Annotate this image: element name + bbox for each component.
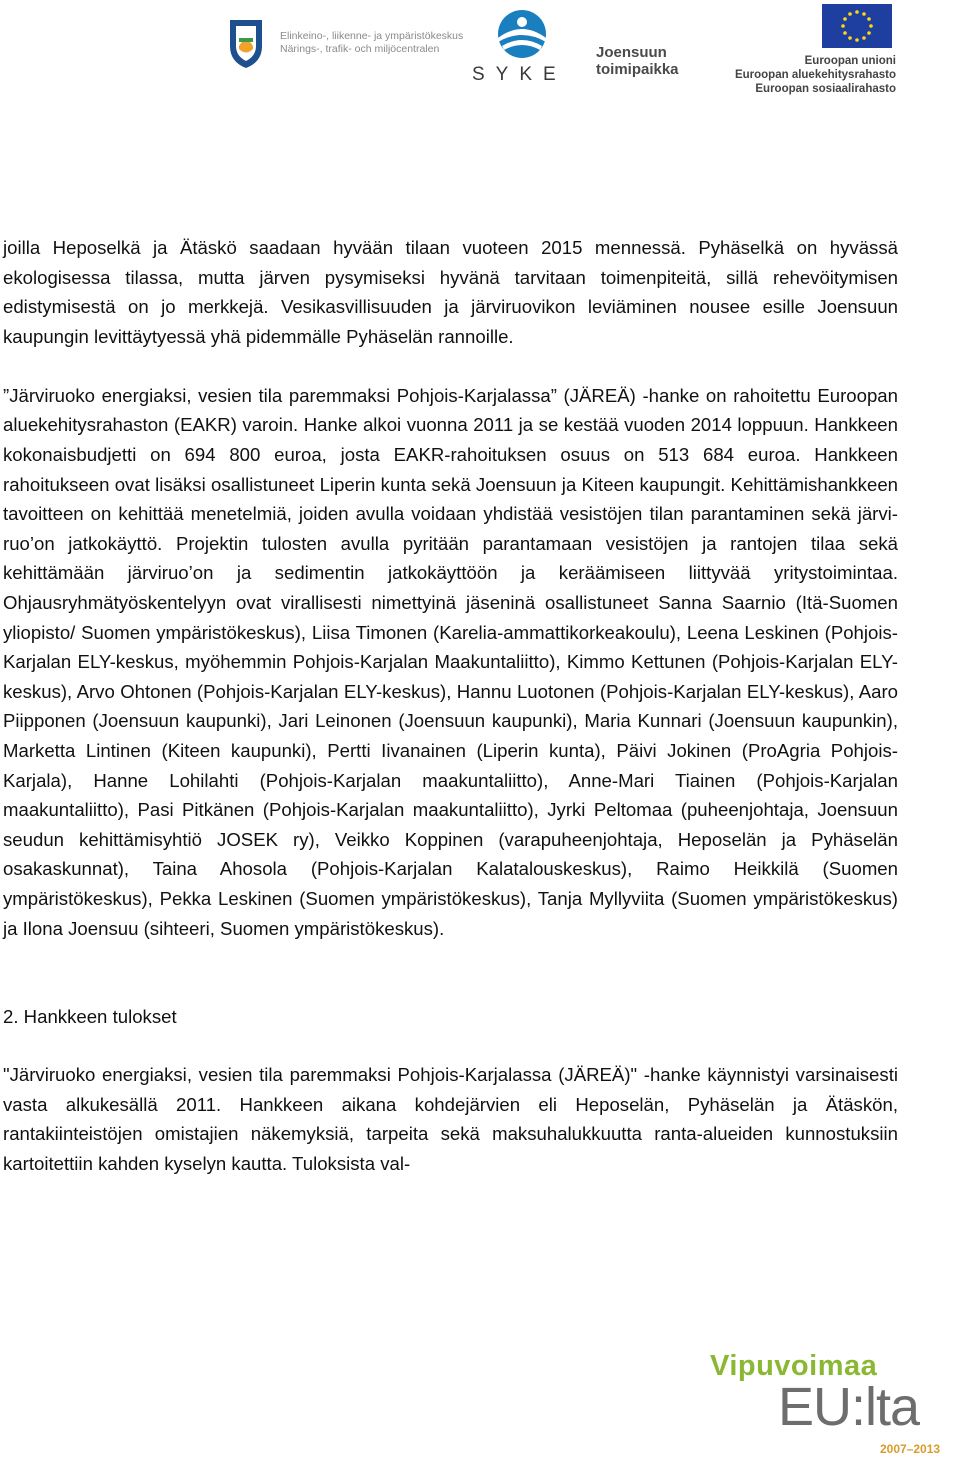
ely-text xyxy=(280,30,463,56)
joensuu-line1: Joensuun xyxy=(596,44,667,61)
section-heading: 2. Hankkeen tulokset xyxy=(3,1006,177,1028)
joensuu-line2: toimipaikka xyxy=(596,61,679,78)
eu-regional-fund: Euroopan aluekehitysrahasto xyxy=(734,69,896,81)
paragraph-1: joilla Heposelkä ja Ätäskö saadaan hyvään tilaan vuoteen 2015 mennessä. Pyhäselkä on hyvässä ekologisessa tilassa, mutta järven pysymiseksi hyvänä tarvitaan toimenpiteitä, sillä rehevöitymisen edistymisestä on jo merkkejä. Vesikasvillisuuden ja järviruovikon leviäminen nousee esille Joensuun kaupungin levittäytyessä yhä pidemmälle Pyhäselän rannoille. xyxy=(3,237,898,347)
vipu-title: Vipuvoimaa xyxy=(710,1350,878,1382)
syke-wordmark: SYKE xyxy=(472,64,567,85)
document-body xyxy=(3,233,898,1179)
ely-logo xyxy=(222,16,462,74)
eu-union: Euroopan unioni xyxy=(804,55,896,67)
page-header xyxy=(0,0,960,110)
eu-social-fund: Euroopan sosiaalirahasto xyxy=(755,83,896,95)
eu-text xyxy=(735,54,896,96)
syke-logo xyxy=(472,8,577,88)
joensuu-toimipaikka-label xyxy=(596,44,706,84)
eu-flag-icon xyxy=(822,4,892,48)
vipu-years: 2007–2013 xyxy=(880,1442,941,1456)
syke-emblem-icon xyxy=(492,8,552,60)
paragraph-3: "Järviruoko energiaksi, vesien tila paremmaksi Pohjois-Karjalassa (JÄREÄ)" -hanke käynnistyi varsinaisesti vasta alkukesällä 2011. Hankkeen aikana kohdejärvien eli Heposelän, Pyhäselän ja Ätäskön, rantakiinteistöjen omistajien näkemyksiä, tarpeita sekä maksuhalukkuutta ranta-alueiden kunnostuksiin kartoitettiin kahden kyselyn kautta. Tuloksista val- xyxy=(3,1064,898,1175)
ely-name-sv: Närings-, trafik- och miljöcentralen xyxy=(280,43,440,55)
eu-logo xyxy=(716,4,896,100)
paragraph-2: ”Järviruoko energiaksi, vesien tila paremmaksi Pohjois-Karjalassa” (JÄREÄ) -hanke on rahoitettu Euroopan aluekehitysrahaston (EAKR) varoin. Hanke alkoi vuonna 2011 ja se kestää vuoden 2014 loppuun. Hankkeen kokonaisbudjetti on 694 800 euroa, josta EAKR-rahoituksen osuus on 513 684 euroa. Hankkeen rahoitukseen ovat lisäksi osallistuneet Liperin kunta sekä Joensuun ja Kiteen kaupungit. Kehittämishankkeen tavoitteen on kehittää menetelmiä, joiden avulla voidaan yhdistää vesistöjen tilan parantaminen sekä järviruo’on jatkokäyttö. Projektin tulosten avulla pyritään parantamaan vesistöjen ja rantojen tilaa sekä kehittämään järviruo’on ja sedimentin jatkokäyttöön ja keräämiseen liittyvää yritystoimintaa. Ohjausryhmätyöskentelyyn ovat virallisesti nimettyinä jäseninä osallistuneet Sanna Saarnio (Itä-Suomen yliopisto/ Suomen ympäristökeskus), Liisa Timonen (Karelia-ammattikorkeakoulu), Leena Leskinen (Pohjois-Karjalan ELY-keskus, myöhemmin Pohjois-Karjalan Maakuntaliitto), Kimmo Kettunen (Pohjois-Karjalan ELY-keskus), Arvo Ohtonen (Pohjois-Karjalan ELY-keskus), Hannu Luotonen (Pohjois-Karjalan ELY-keskus), Aaro Piipponen (Joensuun kaupunki), Jari Leinonen (Joensuun kaupunki), Maria Kunnari (Joensuun kaupunkin), Marketta Lintinen (Kiteen kaupunki), Pertti Iivanainen (Liperin kunta), Päivi Jokinen (ProAgria Pohjois-Karjala), Hanne Lohilahti (Pohjois-Karjalan maakuntaliitto), Anne-Mari Tiainen (Pohjois-Karjalan maakuntaliitto), Pasi Pitkänen (Pohjois-Karjalan maakuntaliitto), Jyrki Peltomaa (puheenjohtaja, Joensuun seudun kehittämisyhtiö JOSEK ry), Veikko Koppinen (varapuheenjohtaja, Heposelän ja Pyhäselän osakaskunnat), Taina Ahosola (Pohjois-Karjalan Kalatalouskeskus), Raimo Heikkilä (Suomen ympäristökeskus), Pekka Leskinen (Suomen ympäristökeskus), Tanja Myllyviita (Suomen ympäristökeskus) ja Ilona Joensuu (sihteeri, Suomen ympäristökeskus). xyxy=(3,384,898,939)
ely-name-fi: Elinkeino-, liikenne- ja ympäristökeskus xyxy=(280,30,464,42)
vipu-eu: EU:lta xyxy=(778,1377,920,1437)
vipuvoimaa-logo xyxy=(708,1350,958,1460)
ely-emblem-icon xyxy=(222,16,272,70)
